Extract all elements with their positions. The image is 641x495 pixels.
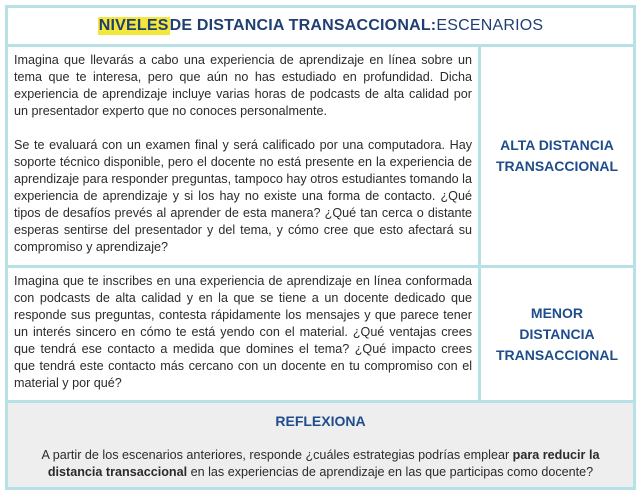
scenario-label-high — [481, 47, 633, 265]
label-line: ALTA DISTANCIA — [500, 137, 614, 153]
scenario-row-low — [8, 268, 633, 400]
title-highlight: NIVELES — [98, 17, 169, 34]
label-line: DISTANCIA — [519, 325, 595, 342]
page-title — [8, 8, 633, 44]
scenario-row-high — [8, 47, 633, 265]
label-line: MENOR — [530, 304, 584, 321]
scenario-paragraph: Imagina que llevarás a cabo una experiencia de aprendizaje en línea sobre un tema que te interesa, pero que aún no has estudiado en profundidad. Dicha experiencia de aprendizaje incluye varias horas de podcasts de alta calidad por un presentador experto que no conoces personalmente. — [14, 53, 472, 118]
title-bold: DE DISTANCIA TRANSACCIONAL: — [169, 17, 437, 34]
scenario-paragraph: Se te evaluará con un examen final y será calificado por una computadora. Hay soporte técnico disponible, pero el docente no está presente en la experiencia de aprendizaje para responder preguntas, tampoco hay otros estudiantes tomando la experiencia de aprendizaje y si los hay no existe una forma de contacto. ¿Qué tipos de desafíos prevés al aprender de esta manera? ¿Qué tan cerca o distante esperas sentirse del presentador y del tema, y cómo cree que esto afectará su compromiso y aprendizaje? — [14, 138, 472, 254]
reflection-text — [20, 447, 621, 481]
label-line: TRANSACCIONAL — [495, 158, 619, 174]
scenarios-panel — [5, 5, 636, 490]
label-line: TRANSACCIONAL — [495, 346, 619, 363]
scenario-label-low — [481, 268, 633, 400]
reflection-text-bold: para reducir la distancia transaccional — [47, 448, 600, 479]
reflection-title: REFLEXIONA — [275, 413, 366, 429]
reflection-box — [8, 403, 633, 487]
reflection-text-before: A partir de los escenarios anteriores, responde ¿cuáles estrategias podrías emplear — [41, 448, 513, 462]
reflection-text-after: en las experiencias de aprendizaje en las que participas como docente? — [187, 465, 594, 479]
title-rest: ESCENARIOS — [436, 17, 544, 34]
scenario-text-high — [8, 47, 478, 265]
scenario-text-low — [8, 268, 478, 400]
scenario-paragraph: Imagina que te inscribes en una experiencia de aprendizaje en línea conformada con podcasts de alta calidad y en la que se tiene a un docente dedicado que responde sus preguntas, contesta rápidamente los mensajes y que parece tener un interés sincero en cómo te está yendo con el material. ¿Qué ventajas crees que tendrá ese contacto a medida que domines el tema? ¿Qué impacto crees que tendrá este contacto más cercano con un docente en tu compromiso con el material y por qué? — [14, 274, 472, 390]
